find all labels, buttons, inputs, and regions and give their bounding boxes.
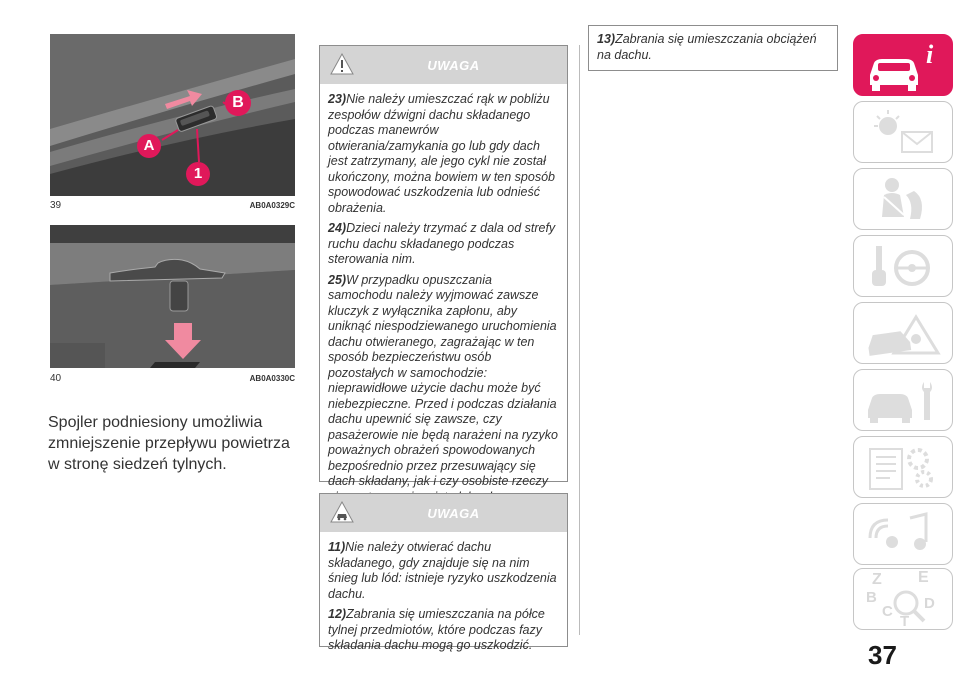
index-letter: E <box>918 569 929 586</box>
tab-car-info[interactable] <box>853 34 953 96</box>
warning-content <box>320 532 567 667</box>
callout-1: 1 <box>186 162 210 186</box>
tab-car-service[interactable] <box>853 369 953 431</box>
index-letter: D <box>924 595 935 612</box>
column-divider <box>579 45 580 635</box>
warning-content <box>320 84 567 534</box>
car-service-icon <box>854 370 954 432</box>
warning-item: 23)Nie należy umieszczać rąk w pobliżu zespołów dźwigni dachu składanego podczas manewrów otwierania/zamykania go lub gdy dach jest zatrzymany, ale jego cykl nie został ukończony, można bowiem w ten sposób spowodować uszkodzenia lub odnieść obrażenia. <box>328 92 555 215</box>
page-number: 37 <box>868 640 897 670</box>
tab-alphabet-index[interactable] <box>853 568 953 630</box>
note-text: Zabrania się umieszczania obciążeń na dachu. <box>597 32 817 62</box>
figure-number: 39 <box>50 200 62 211</box>
figure-39-image <box>50 34 295 196</box>
tab-seat-safety[interactable] <box>853 168 953 230</box>
car-info-icon <box>854 35 954 97</box>
warning-item: 25)W przypadku opuszczania samochodu należy wyjmować zawsze kluczyk z wyłącznika zapłonu, aby uniknąć niespodziewanego uruchomienia dachu otwieranego, zagrażając w ten sposób bezpieczeństwu osób pozostałych w samochodzie: nieprawidłowe użycie dachu może być niebezpieczne. Przed i podczas działania dachu upewnić się zawsze, czy pasażerowie nie będą narażeni na ryzyko poważnych obrażeń spowodowanych bezpośrednio przez przesuwający się dach składany, jak i czy osobiste rzeczy <box>328 272 558 488</box>
warning-title: UWAGA <box>427 58 480 73</box>
warning-box-1 <box>319 45 568 488</box>
tab-multimedia[interactable] <box>853 503 953 565</box>
continued-warning-box <box>588 25 838 71</box>
index-letter: B <box>866 589 877 606</box>
tab-key-steering[interactable] <box>853 235 953 297</box>
index-letter: Z <box>872 571 882 588</box>
seat-safety-icon <box>854 169 954 231</box>
specs-gear-icon <box>854 437 954 499</box>
multimedia-icon <box>854 504 954 566</box>
warning-item: 12)Zabrania się umieszczania na półce tylnej przedmiotów, które podczas fazy składania dachu mogą go uszkodzić. <box>328 607 545 652</box>
note-number: 13) <box>597 32 616 46</box>
warning-title: UWAGA <box>427 506 480 521</box>
warning-box-2 <box>319 493 568 652</box>
warning-header <box>320 46 567 84</box>
index-letter: C <box>882 603 893 620</box>
emergency-car-icon <box>854 303 954 365</box>
dashboard-lights-icon <box>854 102 954 164</box>
index-letter: T <box>900 613 910 630</box>
body-paragraph: Spojler podniesiony umożliwia zmniejszenie przepływu powietrza w stronę siedzeń tylnych. <box>48 414 290 473</box>
figure-number: 40 <box>50 373 62 384</box>
tab-dashboard-lights[interactable] <box>853 101 953 163</box>
figure-code: AB0A0330C <box>249 374 295 383</box>
warning-header <box>320 494 567 532</box>
callout-a: A <box>137 134 161 158</box>
figure-40-image <box>50 225 295 368</box>
key-steering-icon <box>854 236 954 298</box>
svg-text:i: i <box>926 40 934 69</box>
tab-specs[interactable] <box>853 436 953 498</box>
callout-b: B <box>225 90 251 116</box>
warning-item: 11)Nie należy otwierać dachu składanego, gdy znajduje się na nim śnieg lub lód: istnieje ryzyko uszkodzenia dachu. <box>328 540 557 601</box>
tab-emergency[interactable] <box>853 302 953 364</box>
figure-code: AB0A0329C <box>249 201 295 210</box>
warning-item: 24)Dzieci należy trzymać z dala od strefy ruchu dachu składanego podczas sterowania nim. <box>328 221 556 266</box>
